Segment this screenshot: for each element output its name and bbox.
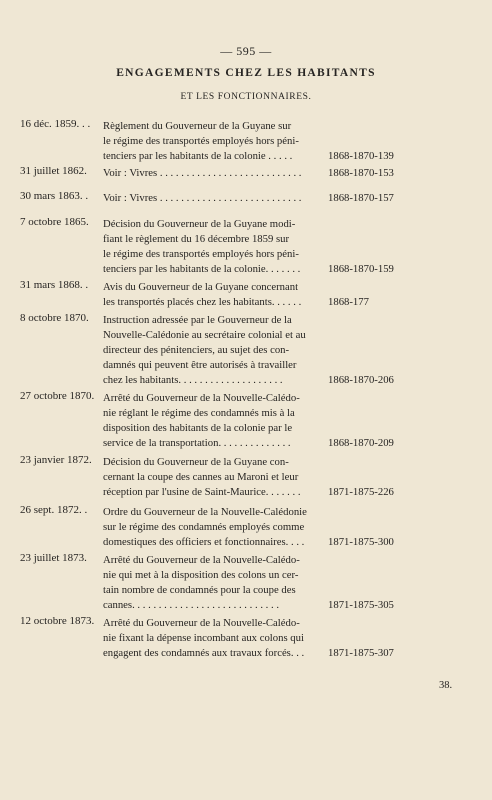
entry-reference: 1868-1870-157 — [328, 192, 394, 204]
entry-line: Décision du Gouverneur de la Guyane con- — [103, 456, 289, 468]
entry-line: disposition des habitants de la colonie par le — [103, 421, 293, 434]
entry-description — [103, 166, 315, 181]
entry-line: cernant la coupe des cannes au Maroni et leur — [103, 470, 299, 483]
entry-line: le régime des transportés employés hors péni- — [103, 247, 299, 260]
entry-date: 16 déc. 1859. . . — [20, 118, 91, 130]
entry-line: Voir : Vivres . . . . . . . . . . . . . . . . . . . . . . . . . . . — [103, 192, 302, 204]
entry-description — [103, 191, 315, 206]
entry-line: tain nombre de condamnés pour la coupe des — [103, 583, 296, 596]
entry-reference: 1868-1870-153 — [328, 167, 394, 179]
entry-line: cannes. . . . . . . . . . . . . . . . . . . . . . . . . . . . — [103, 598, 280, 611]
entry-line: tenciers par les habitants de la colonie. . . . . . . — [103, 262, 301, 275]
entry-date: 30 mars 1863. . — [20, 190, 89, 202]
entry-date: 27 octobre 1870. — [20, 390, 95, 402]
entry-reference: 1871-1875-305 — [328, 598, 394, 611]
entry-date: 12 octobre 1873. — [20, 615, 95, 627]
entry-line: les transportés placés chez les habitants. . . . . . — [103, 295, 302, 308]
entry-description — [103, 119, 315, 164]
entry-description — [103, 505, 315, 550]
entry-description — [103, 217, 315, 277]
entry-reference: 1868-177 — [328, 295, 369, 308]
entry-reference: 1868-1870-159 — [328, 262, 394, 275]
entry-line: Décision du Gouverneur de la Guyane modi- — [103, 218, 296, 230]
entry-reference: 1871-1875-307 — [328, 646, 394, 659]
entry-description — [103, 391, 315, 451]
entry-reference: 1871-1875-300 — [328, 535, 394, 548]
entry-line: Nouvelle-Calédonie au secrétaire colonial et au — [103, 328, 306, 341]
page-title: ENGAGEMENTS CHEZ LES HABITANTS — [116, 67, 376, 79]
entry-reference: 1868-1870-139 — [328, 149, 394, 162]
entry-description — [103, 616, 315, 661]
entry-line: Règlement du Gouverneur de la Guyane sur — [103, 120, 292, 132]
page-number: — 595 — — [220, 44, 272, 58]
entry-date: 23 janvier 1872. — [20, 454, 92, 466]
entry-description — [103, 553, 315, 613]
entry-reference: 1871-1875-226 — [328, 485, 394, 498]
entry-date: 23 juillet 1873. — [20, 552, 87, 564]
entry-line: engagent des condamnés aux travaux forcés. . . — [103, 646, 305, 659]
entry-line: directeur des pénitenciers, au sujet des con- — [103, 343, 290, 356]
entry-line: Arrêté du Gouverneur de la Nouvelle-Calédo- — [103, 392, 300, 404]
page-subtitle: ET LES FONCTIONNAIRES. — [180, 92, 312, 102]
entry-line: Arrêté du Gouverneur de la Nouvelle-Calédo- — [103, 617, 300, 629]
entry-date: 26 sept. 1872. . — [20, 504, 88, 516]
entry-date: 8 octobre 1870. — [20, 312, 89, 324]
signature-number: 38. — [439, 680, 453, 691]
entry-line: le régime des transportés employés hors péni- — [103, 134, 299, 147]
entry-line: fiant le règlement du 16 décembre 1859 sur — [103, 232, 290, 245]
entry-description — [103, 455, 315, 500]
entry-line: damnés qui peuvent être autorisés à travailler — [103, 358, 297, 371]
entry-line: Voir : Vivres . . . . . . . . . . . . . . . . . . . . . . . . . . . — [103, 167, 302, 179]
entry-line: nie fixant la dépense incombant aux colons qui — [103, 631, 304, 644]
entry-date: 7 octobre 1865. — [20, 216, 89, 228]
entry-line: réception par l'usine de Saint-Maurice. . . . . . . — [103, 485, 301, 498]
entry-line: service de la transportation. . . . . . . . . . . . . . — [103, 436, 291, 449]
entry-line: tenciers par les habitants de la colonie . . . . . — [103, 149, 293, 162]
entry-date: 31 juillet 1862. — [20, 165, 87, 177]
entry-line: sur le régime des condamnés employés comme — [103, 520, 305, 533]
entry-reference: 1868-1870-206 — [328, 373, 394, 386]
entry-line: Instruction adressée par le Gouverneur de la — [103, 314, 292, 326]
entry-line: chez les habitants. . . . . . . . . . . . . . . . . . . . — [103, 373, 283, 386]
entry-line: Avis du Gouverneur de la Guyane concernant — [103, 281, 299, 293]
entry-description — [103, 280, 315, 310]
entry-line: domestiques des officiers et fonctionnaires. . . . — [103, 535, 305, 548]
entry-line: Arrêté du Gouverneur de la Nouvelle-Calédo- — [103, 554, 300, 566]
entry-reference: 1868-1870-209 — [328, 436, 394, 449]
entry-line: nie réglant le régime des condamnés mis à la — [103, 406, 295, 419]
entry-description — [103, 313, 315, 388]
entry-line: nie qui met à la disposition des colons un cer- — [103, 568, 299, 581]
entry-date: 31 mars 1868. . — [20, 279, 89, 291]
entry-line: Ordre du Gouverneur de la Nouvelle-Calédonie — [103, 506, 307, 518]
